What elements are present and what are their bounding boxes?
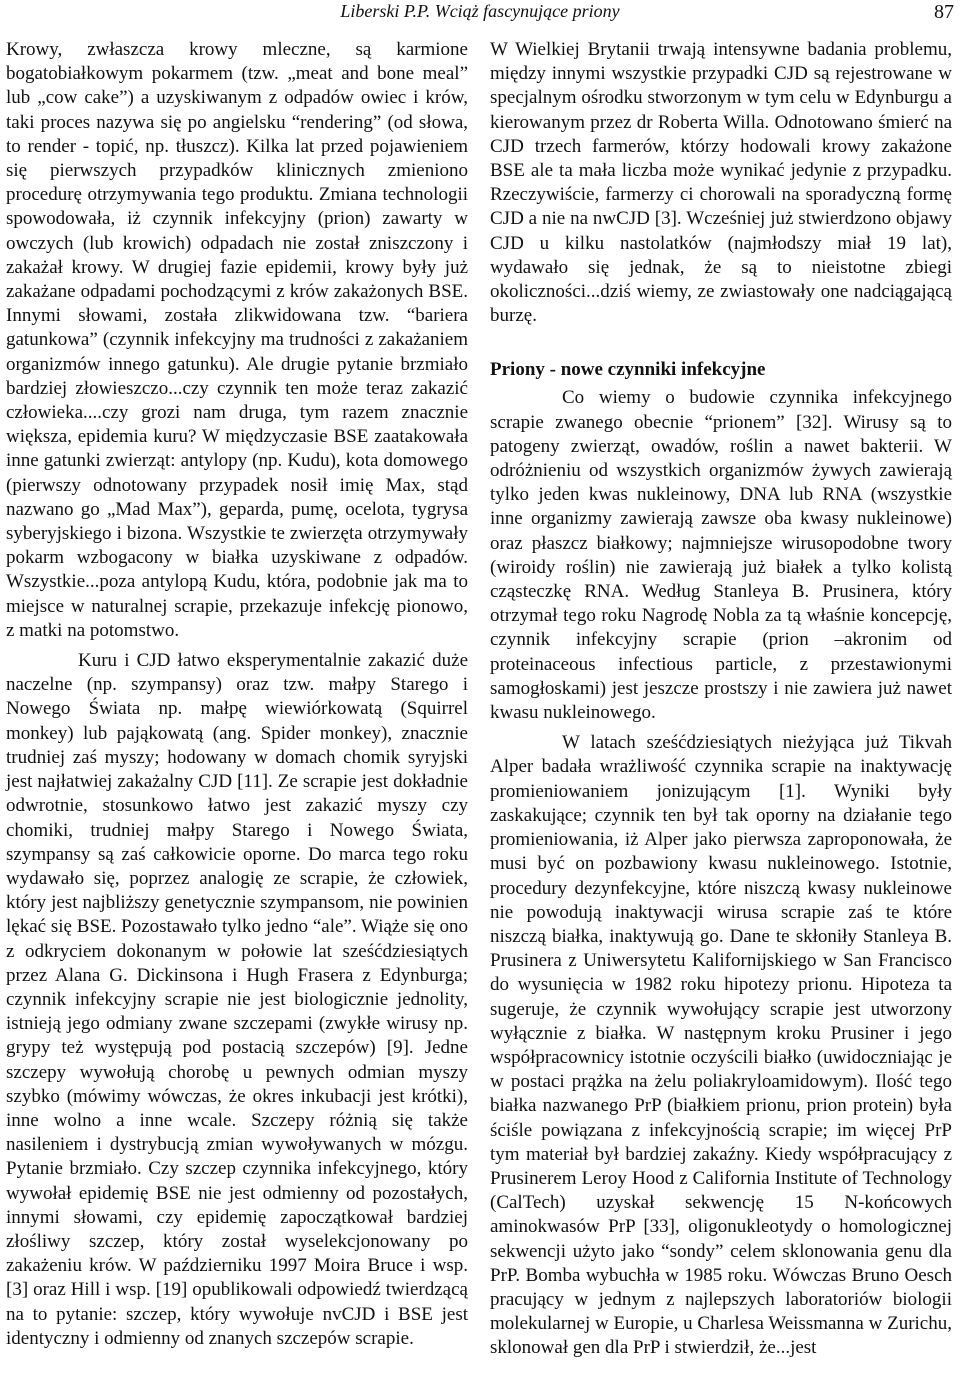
body-paragraph: W Wielkiej Brytanii trwają intensywne badania problemu, między innymi wszystkie przypadki CJD są rejestrowane w specjalnym ośrodku stworzonym w tym celu w Edynburgu a kierowanym przez dr Roberta Willa. Odnotowano śmierć na CJD trzech farmerów, którzy hodowali krowy zakażone BSE ale ta mała liczba może wynikać jedynie z przypadku. Rzeczywiście, farmerzy ci chorowali na sporadyczną formę CJD a nie na nwCJD [3]. Wcześniej już stwierdzono objawy CJD u kilku nastolatków (najmłodszy miał 19 lat), wydawało się jednak, że są to nieistotne zbiegi okoliczności...dziś wiemy, ze zwiastowały one nadciągającą burzę.	[490, 39, 952, 327]
body-paragraph: Co wiemy o budowie czynnika infekcyjnego scrapie zwanego obecnie “prionem” [32]. Wirusy są to patogeny zwierząt, owadów, roślin a nawet bakterii. W odróżnieniu od wszystkich organizmów żywych zawierają tylko jeden kwas nukleinowy, DNA lub RNA (wszystkie inne organizmy zawierają zawsze oba kwasy nukleinowe) oraz płaszcz białkowy; najmniejsze wirusopodobne twory (wiroidy roślin) nie zawierają już białek a tylko kolistą cząsteczkę RNA. Według Stanleya B. Prusinera, który otrzymał tego roku Nagrodę Nobla za tą właśnie koncepcję, czynnik infekcyjny scrapie (prion –akronim od proteinaceous infectious particle, z przestawionymi samogłoskami) jest jeszcze prostszy i nie zawiera już nawet kwasu nukleinowego.	[490, 387, 952, 724]
running-title: Liberski P.P. Wciąż fascynujące priony	[340, 1, 620, 21]
page-number: 87	[934, 1, 954, 23]
running-header	[0, 0, 960, 26]
right-column	[490, 38, 952, 1361]
body-paragraph: Kuru i CJD łatwo eksperymentalnie zakazić duże naczelne (np. szympansy) oraz tzw. małpy Starego i Nowego Świata np. małpę wiewiórkowatą (Squirrel monkey) lub pająkowatą (ang. Spider monkey), znacznie trudniej zaś myszy; hodowany w domach chomik syryjski jest najłatwiej zakażalny CJD [11]. Ze scrapie jest dokładnie odwrotnie, stosunkowo łatwo jest zakazić myszy czy chomiki, trudniej małpy Starego i Nowego Świata, szympansy są zaś całkowicie oporne. Do marca tego roku wydawało się, poprzez analogię ze scrapie, że człowiek, który jest najbliższy genetycznie szympansom, nie powinien lękać się BSE. Pozostawało tylko jedno “ale”. Wiąże się ono z odkryciem dokonanym w połowie lat sześćdziesiątych przez Alana G. Dickinsona i Hugh Frasera z Edynburga; czynnik infekcyjny scrapie nie jest biologicznie jednolity, istnieją jego odmiany zwane szczepami (zwykłe wirusy np. grypy też występują pod postacią szczepów) [9]. Jedne szczepy wywołują chorobę u pewnych odmian myszy szybko (mówimy wówczas, że okres inkubacji jest krótki), inne wolno a inne wcale. Szczepy różnią się także nasileniem i dystrybucją zmian wywoływanych w mózgu. Pytanie brzmiało. Czy szczep czynnika infekcyjnego, który wywołał epidemię BSE nie jest odmienny od pozostałych, innymi słowami, czy epidemię zapoczątkował bardziej złośliwy szczep, który został wyselekcjonowany po zakażeniu krów. W październiku 1997 Moira Bruce i wsp. [3] oraz Hill i wsp. [19] opublikowali odpowiedź twierdzącą na to pytanie: szczep, który wywołuje nvCJD i BSE jest identyczny i odmienny od znanych szczepów scrapie.	[6, 650, 468, 1349]
body-paragraph: W latach sześćdziesiątych nieżyjąca już Tikvah Alper badała wrażliwość czynnika scrapie na inaktywację promieniowaniem jonizującym [1]. Wyniki były zaskakujące; czynnik ten był tak oporny na działanie tego promieniowania, iż Alper jako pierwsza zaproponowała, że musi być on pozbawiony kwasu nukleinowego. Istotnie, procedury dezynfekcyjne, które niszczą kwasy nukleinowe nie powodują inaktywacji wirusa scrapie zaś te które niszczą białka, inaktywują go. Dane te skłoniły Stanleya B. Prusinera z Uniwersytetu Kalifornijskiego w San Francisco do wysunięcia w 1982 roku hipotezy prionu. Hipoteza ta sugeruje, że czynnik wywołujący scrapie jest utworzony wyłącznie z białka. W następnym kroku Prusiner i jego współpracownicy istotnie oczyścili białko (uwidoczniając je w postaci prążka na żelu poliakryloamidowym). Ilość tego białka nazwanego PrP (białkiem prionu, prion protein) była ściśle powiązana z infekcyjnością scrapie; im więcej PrP tym materiał był bardziej zakaźny. Kiedy współpracujący z Prusinerem Leroy Hood z California Institute of Technology (CalTech) uzyskał sekwencję 15 N-końcowych aminokwasów PrP [33], oligonukleotydy o homologicznej sekwencji użyto jako “sondy” celem sklonowania genu dla PrP. Bomba wybuchła w 1985 roku. Wówczas Bruno Oesch pracujący w jednym z najlepszych laboratoriów biologii molekularnej w Europie, u Charlesa Weissmanna w Zurichu, sklonował gen dla PrP i stwierdził, że...jest	[490, 732, 952, 1359]
left-column	[6, 38, 468, 1351]
section-heading: Priony - nowe czynniki infekcyjne	[490, 359, 766, 381]
body-paragraph: Krowy, zwłaszcza krowy mleczne, są karmione bogatobiałkowym pokarmem (tzw. „meat and bone meal” lub „cow cake”) a uzyskiwanym z odpadów owiec i krów, taki proces nazywa się po angielsku “rendering” (od słowa, to render - topić, np. tłuszcz). Kilka lat przed pojawieniem się pierwszych przypadków klinicznych zmieniono procedurę otrzymywania tego produktu. Zmiana technologii spowodowała, iż czynnik infekcyjny (prion) zawarty w owczych (lub krowich) odpadach nie został zniszczony i zakażał krowy. W drugiej fazie epidemii, krowy były już zakażane odpadami pochodzącymi z krów zakażonych BSE. Innymi słowami, została zlikwidowana tzw. “bariera gatunkowa” (czynnik infekcyjny ma trudności z zakażaniem organizmów innego gatunku). Ale drugie pytanie brzmiało bardziej złowieszczo...czy czynnik ten może teraz zakazić człowieka....czy grozi nam druga, tym razem znacznie większa, epidemia kuru? W międzyczasie BSE zaatakowała inne gatunki zwierząt: antylopy (np. Kudu), kota domowego (pierwszy odnotowany przypadek nosił imię Max, stąd nazwano go „Mad Max”), geparda, pumę, ocelota, tygrysa syberyjskiego i bizona. Wszystkie te zwierzęta otrzymywały pokarm wzbogacony w białka uzyskiwane z odpadów. Wszystkie...poza antylopą Kudu, która, podobnie jak ma to miejsce w naturalnej scrapie, przekazuje infekcję pionowo, z matki na potomstwo.	[6, 39, 468, 641]
